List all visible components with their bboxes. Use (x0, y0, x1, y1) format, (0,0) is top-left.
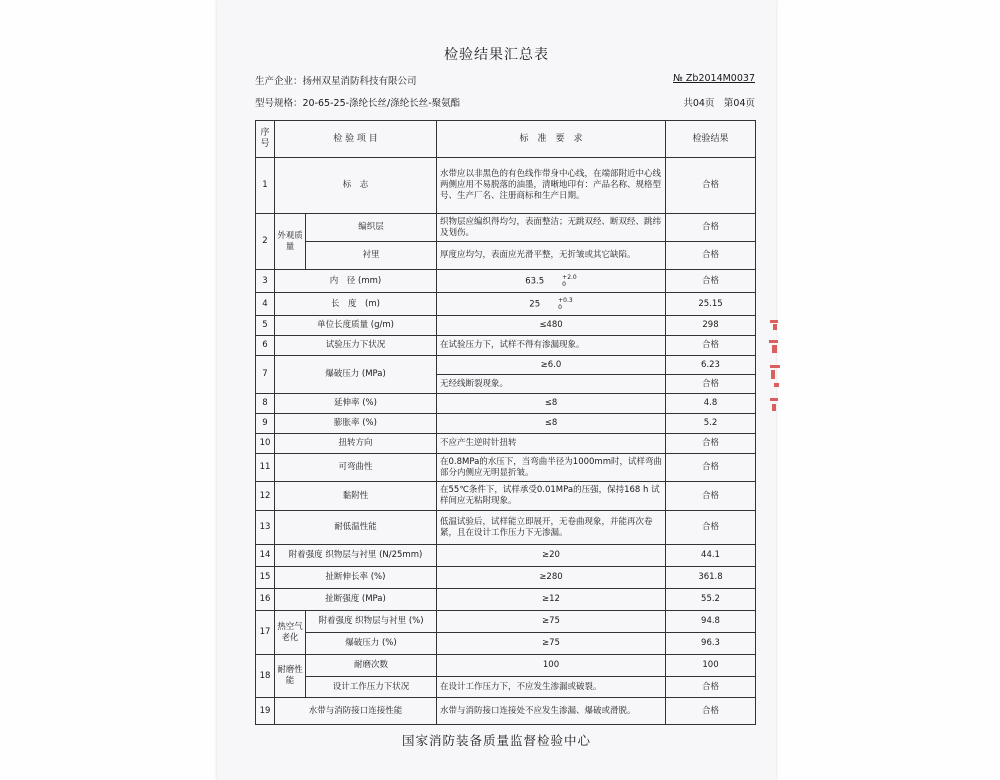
table-row (256, 545, 756, 567)
row-item: 长 度 (m) (275, 293, 437, 316)
row-no: 3 (256, 270, 275, 293)
row-standard: 在55℃条件下，试样承受0.01MPa的压强，保持168 h 试样间应无粘附现象。 (437, 482, 666, 511)
table-row (256, 414, 756, 434)
row-result: 96.3 (666, 633, 756, 655)
row-item: 单位长度质量 (g/m) (275, 316, 437, 336)
row-result: 5.2 (666, 414, 756, 434)
row-item: 标 志 (275, 158, 437, 214)
row-result: 合格 (666, 336, 756, 356)
row-item: 试验压力下状况 (275, 336, 437, 356)
row-standard: ≥75 (437, 633, 666, 655)
row-result: 44.1 (666, 545, 756, 567)
row-no: 12 (256, 482, 275, 511)
row-result: 合格 (666, 434, 756, 454)
table-row (256, 293, 756, 316)
table-row (256, 567, 756, 589)
row-item: 黏附性 (275, 482, 437, 511)
row-no: 13 (256, 511, 275, 545)
row-standard: 在0.8MPa的水压下，当弯曲半径为1000mm时，试样弯曲部分内侧应无明显折皱。 (437, 454, 666, 482)
header-standard: 标 准 要 求 (437, 121, 666, 158)
row-item: 爆破压力 (%) (306, 633, 437, 655)
table-row (256, 655, 756, 677)
table-row (256, 316, 756, 336)
table-header-row (256, 121, 756, 158)
row-result: 合格 (666, 677, 756, 698)
row-item: 膨胀率 (%) (275, 414, 437, 434)
row-result: 合格 (666, 482, 756, 511)
row-item: 扭转方向 (275, 434, 437, 454)
header-item: 检 验 项 目 (275, 121, 437, 158)
row-no: 14 (256, 545, 275, 567)
row-result: 合格 (666, 158, 756, 214)
row-item: 设计工作压力下状况 (306, 677, 437, 698)
nominal-value: 25 (529, 299, 541, 310)
row-standard (437, 293, 666, 316)
table-row (256, 677, 756, 698)
row-item: 爆破压力 (MPa) (275, 356, 437, 394)
row-standard: 厚度应均匀，表面应光滑平整，无折皱或其它缺陷。 (437, 242, 666, 270)
row-standard: 100 (437, 655, 666, 677)
header-no: 序号 (256, 121, 275, 158)
tolerance-lower: 0 (558, 304, 562, 311)
table-row (256, 698, 756, 725)
row-standard: 水带应以非黑色的有色线作带身中心线，在端部附近中心线两侧应用不易脱落的油墨，清晰地印有：产品名称、规格型号、生产厂名、注册商标和生产日期。 (437, 158, 666, 214)
row-result: 合格 (666, 270, 756, 293)
table-row (256, 356, 756, 375)
row-no: 19 (256, 698, 275, 725)
tolerance-lower: 0 (562, 281, 566, 288)
row-item: 耐磨次数 (306, 655, 437, 677)
row-standard: 织物层应编织得均匀，表面整洁；无跳双经、断双经、跳纬及划伤。 (437, 214, 666, 242)
page-count: 共04页 第04页 (683, 98, 755, 109)
row-standard: ≥75 (437, 611, 666, 633)
row-result: 合格 (666, 511, 756, 545)
row-item: 编织层 (306, 214, 437, 242)
row-result: 55.2 (666, 589, 756, 611)
row-no: 10 (256, 434, 275, 454)
red-seal-edge (768, 318, 782, 418)
row-no: 11 (256, 454, 275, 482)
row-result: 6.23 (666, 356, 756, 375)
tolerance (562, 274, 577, 288)
row-standard: ≥12 (437, 589, 666, 611)
row-standard: 在设计工作压力下，不应发生渗漏或破裂。 (437, 677, 666, 698)
row-group: 热空气老化 (275, 611, 306, 655)
table-row (256, 270, 756, 293)
row-standard: 在试验压力下，试样不得有渗漏现象。 (437, 336, 666, 356)
row-result: 100 (666, 655, 756, 677)
row-result: 合格 (666, 698, 756, 725)
row-result: 4.8 (666, 394, 756, 414)
row-standard: ≤480 (437, 316, 666, 336)
row-no: 18 (256, 655, 275, 698)
row-standard: ≥20 (437, 545, 666, 567)
row-standard: 无经线断裂现象。 (437, 375, 666, 394)
row-group: 耐磨性能 (275, 655, 306, 698)
row-result: 合格 (666, 214, 756, 242)
row-standard: 低温试验后，试样能立即展开，无卷曲现象，并能再次卷紧，且在设计工作压力下无渗漏。 (437, 511, 666, 545)
row-result: 298 (666, 316, 756, 336)
issuing-authority: 国家消防装备质量监督检验中心 (401, 733, 591, 748)
tolerance-upper: +0.3 (558, 297, 573, 304)
row-result: 合格 (666, 375, 756, 394)
row-item: 耐低温性能 (275, 511, 437, 545)
row-no: 16 (256, 589, 275, 611)
table-row (256, 242, 756, 270)
row-no: 8 (256, 394, 275, 414)
table-row (256, 394, 756, 414)
tolerance-upper: +2.0 (562, 274, 577, 281)
document-title: 检验结果汇总表 (444, 47, 549, 63)
row-item: 延伸率 (%) (275, 394, 437, 414)
table-row (256, 611, 756, 633)
table-row (256, 589, 756, 611)
document-number: № Zb2014M0037 (673, 73, 755, 84)
document-page (217, 0, 776, 780)
row-standard: ≥6.0 (437, 356, 666, 375)
table-row (256, 482, 756, 511)
tolerance (558, 297, 573, 311)
row-result: 合格 (666, 454, 756, 482)
row-result: 25.15 (666, 293, 756, 316)
results-table (255, 120, 756, 725)
row-group: 外观质量 (275, 214, 306, 270)
row-no: 9 (256, 414, 275, 434)
row-item: 附着强度 织物层与衬里 (%) (306, 611, 437, 633)
table-row (256, 633, 756, 655)
row-standard: ≤8 (437, 394, 666, 414)
model-line: 型号规格：20-65-25-涤纶长丝/涤纶长丝-聚氨酯 (255, 98, 461, 109)
row-no: 15 (256, 567, 275, 589)
table-row (256, 214, 756, 242)
row-item: 水带与消防接口连接性能 (275, 698, 437, 725)
row-no: 1 (256, 158, 275, 214)
nominal-value: 63.5 (525, 276, 545, 287)
row-result: 94.8 (666, 611, 756, 633)
header-result: 检验结果 (666, 121, 756, 158)
row-result: 361.8 (666, 567, 756, 589)
table-row (256, 434, 756, 454)
row-standard (437, 270, 666, 293)
row-no: 5 (256, 316, 275, 336)
row-standard: 不应产生逆时针扭转 (437, 434, 666, 454)
table-row (256, 336, 756, 356)
row-item: 可弯曲性 (275, 454, 437, 482)
producer-line: 生产企业：扬州双星消防科技有限公司 (255, 76, 417, 87)
row-item: 扯断强度 (MPa) (275, 589, 437, 611)
row-item: 附着强度 织物层与衬里 (N/25mm) (275, 545, 437, 567)
row-no: 4 (256, 293, 275, 316)
row-item: 扯断伸长率 (%) (275, 567, 437, 589)
table-row (256, 511, 756, 545)
row-item: 衬里 (306, 242, 437, 270)
row-no: 7 (256, 356, 275, 394)
row-no: 6 (256, 336, 275, 356)
row-standard: ≥280 (437, 567, 666, 589)
row-standard: ≤8 (437, 414, 666, 434)
row-no: 17 (256, 611, 275, 655)
row-item: 内 径 (mm) (275, 270, 437, 293)
row-result: 合格 (666, 242, 756, 270)
row-no: 2 (256, 214, 275, 270)
row-standard: 水带与消防接口连接处不应发生渗漏、爆破或滑脱。 (437, 698, 666, 725)
table-row (256, 158, 756, 214)
table-row (256, 454, 756, 482)
